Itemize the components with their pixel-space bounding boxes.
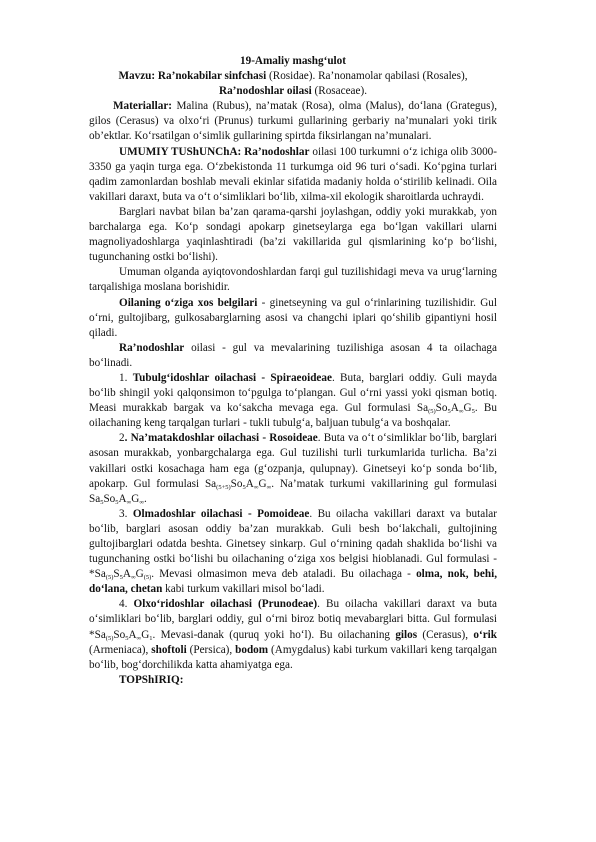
subfamily-2-paragraph: 2. Na’matakdoshlar oilachasi - Rosoideae. Buta va o‘t o‘simliklar bo‘lib, barglari asosan murakkab, yonbargchalarga ega. Gul tuzilishi turli turkumlarida turlicha. Ba’zi vakillari ostki kosachaga ham ega (g‘ozpanja, qulupnay). Ginetseyi ko‘p sonda bo‘lib, apokarp. Gul formulasi $Sa_{(5+5)}So_5A_\infty G_\infty$. Na’matak turkumi vakillarining gul formulasi $Sa_5So_5A_\infty G_\infty$. — [89, 432, 497, 506]
materials-paragraph: Materiallar: Malina (Rubus), na’matak (Rosa), olma (Malus), do‘lana (Grategus), gilos (Cerasus) va olxo‘ri (Prunus) turkumi gullarining gerbariy na’munalari yoki tirik ob’ektlar. Ko‘rsatilgan o‘simlik gullarining spirtda fiksirlangan na’munalari. — [89, 100, 497, 143]
subfamily-3-examples: olma, nok, behi, do‘lana, chetan — [89, 568, 497, 596]
division-paragraph: Ra’nodoshlar oilasi - gul va mevalarining tuzilishiga asosan 4 ta oilachaga bo‘linadi. — [89, 341, 497, 369]
leaves-paragraph: Barglari navbat bilan ba’zan qarama-qarshi joylashgan, oddiy yoki murakkab, yon barchalarga ega. Ko‘p sondagi apokarp ginetseylarga ega bo‘lgan vakillari ularni magnoliyadoshlarga yaqinlashtiradi (ba’zi vakillarida gul qismlarining ko‘p bo‘lishi, tugunchaning ostki bo‘lishi). — [89, 205, 497, 264]
document-page — [89, 54, 497, 688]
general-label: UMUMIY TUShUNChA: Ra’nodoshlar — [119, 145, 310, 158]
topic-line-1: Mavzu: Ra’nokabilar sinfchasi (Rosidae). Ra’nonamolar qabilasi (Rosales), — [118, 70, 468, 83]
general-paragraph: UMUMIY TUShUNChA: Ra’nodoshlar oilasi 100 turkumni o‘z ichiga olib 3000-3350 ga yaqin turga ega. O‘zbekistonda 11 turkumga oid 96 turi o‘sadi. Ko‘pgina turlari qadim zamonlardan boshlab mevali ekinlar sifatida madaniy holda o‘stirilib kelinadi. Oila vakillari daraxt, buta va o‘t o‘simliklari bo‘lib, xilma-xil ekologik sharoitlarda uchraydi. — [89, 145, 497, 203]
topic-line-2: Ra’nodoshlar oilasi (Rosaceae). — [218, 85, 368, 98]
subfamily-4-paragraph: 4. Olxo‘ridoshlar oilachasi (Prunodeae). Bu oilacha vakillari daraxt va buta o‘simliklari bo‘lib, barglari oddiy, gul o‘rni biroz botiq mevabarglari bitta. Gul formulasi $*Sa_{(5)}So_5A_\infty G_1$. Mevasi-danak (quruq yoki ho‘l). Bu oilachaning gilos (Cerasus), o‘rik (Armeniaca), shoftoli (Persica), bodom (Amygdalus) kabi turkum vakillari keng tarqalgan bo‘lib, bog‘dorchilikda katta ahamiyatga ega. — [89, 598, 497, 671]
subfamily-1-heading: Tubulg‘idoshlar oilachasi - Spiraeoideae — [132, 371, 332, 384]
materials-label: Materiallar: — [113, 100, 173, 113]
topic-label: Mavzu: Ra’nokabilar sinfchasi — [118, 70, 267, 83]
division-label: Ra’nodoshlar — [119, 341, 185, 354]
features-label: Oilaning o‘ziga xos belgilari — [119, 296, 258, 309]
subfamily-4-heading: Olxo‘ridoshlar oilachasi (Prunodeae) — [133, 598, 318, 611]
subfamily-1-paragraph: 1. Tubulg‘idoshlar oilachasi - Spiraeoideae. Buta, barglari oddiy. Guli mayda bo‘lib shingil yoki qalqonsimon to‘pgulga to‘plangan. Gul o‘rni yassi yoki qisman botiq. Measi murakkab bargak va ko‘sakcha mevaga ega. Gul formulasi $Sa_{(5)}So_5A_\infty G_5$. Bu oilachaning keng tarqalgan turlari - tukli tubulg‘a, baljuan tubulg‘a va boshqalar. — [89, 371, 498, 430]
subfamily-3-heading: Olmadoshlar oilachasi - Pomoideae — [132, 507, 310, 520]
features-paragraph: Oilaning o‘ziga xos belgilari - ginetseyning va gul o‘rinlarining tuzilishidir. Gul o‘rni, gultojibarg, gulkosabarglarning asosi va changchi iplari qo‘shilib gipantiyni hosil qiladi. — [89, 296, 497, 339]
subfamily-2-heading: . Na’matakdoshlar oilachasi - Rosoideae — [124, 432, 318, 445]
subfamily-3-paragraph: 3. Olmadoshlar oilachasi - Pomoideae. Bu oilacha vakillari daraxt va butalar bo‘lib, barglari asosan oddiy ba’zan murakkab. Guli besh bo‘lakchali, gultojining gultojibarglari odatda beshta. Ginetsey sinkarp. Gul o‘rnining qadah shaklida bo‘lishi va tugunchaning ostki bo‘lishi bu oilachaning o‘ziga xos belgisi hioblanadi. Gul formulasi - $*Sa_{(5)}S_5A_\infty G_{(5)}$. Mevasi olmasimon meva deb ataladi. Bu oilachaga - olma, nok, behi, do‘lana, chetan kabi turkum vakillari misol bo‘ladi. — [89, 507, 497, 596]
general2-paragraph: Umuman olganda ayiqtovondoshlardan farqi gul tuzilishidagi meva va urug‘larning tarqalishiga moslana borishidir. — [89, 266, 497, 294]
page-title: 19-Amaliy mashg‘ulot — [240, 55, 346, 67]
task-heading: TOPShIRIQ: — [119, 673, 184, 686]
